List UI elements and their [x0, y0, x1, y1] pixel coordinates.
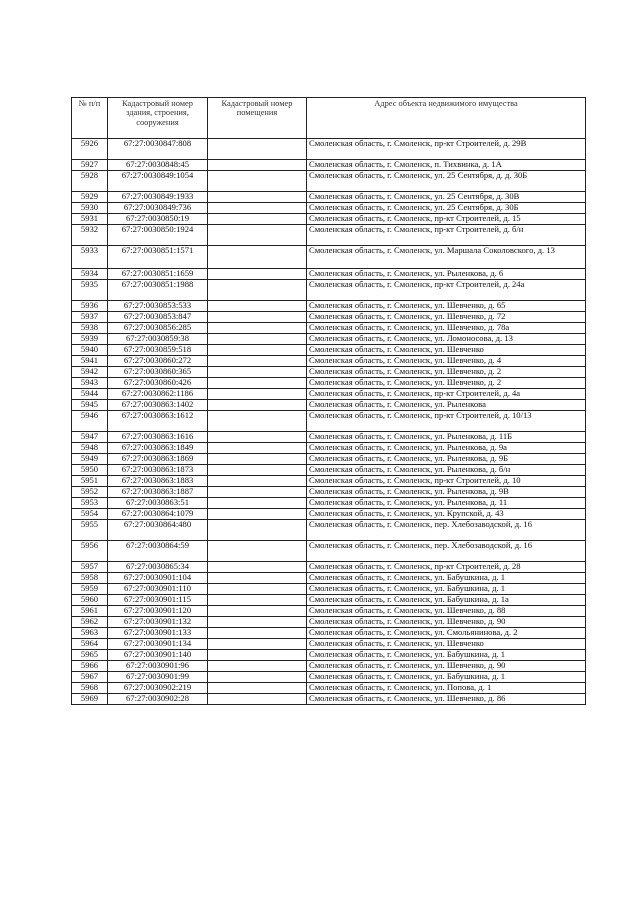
table-row: [72, 487, 586, 498]
row-number: 5933: [72, 246, 108, 269]
property-address: Смоленская область, г. Смоленск, ул. Шевченко, д. 78а: [307, 323, 586, 334]
property-address: Смоленская область, г. Смоленск, ул. 25 Сентября, д. д. 30Б: [307, 171, 586, 192]
property-address: Смоленская область, г. Смоленск, пр-кт Строителей, д. 29В: [307, 139, 586, 160]
room-cadastral-number: [208, 520, 307, 541]
table-row: [72, 573, 586, 584]
row-number: 5934: [72, 269, 108, 280]
building-cadastral-number: 67:27:0030901:110: [108, 584, 208, 595]
room-cadastral-number: [208, 334, 307, 345]
room-cadastral-number: [208, 356, 307, 367]
room-cadastral-number: [208, 323, 307, 334]
row-number: 5944: [72, 389, 108, 400]
property-address: Смоленская область, г. Смоленск, ул. 25 Сентября, д. 30Б: [307, 203, 586, 214]
table-row: [72, 203, 586, 214]
row-number: 5952: [72, 487, 108, 498]
row-number: 5938: [72, 323, 108, 334]
row-number: 5939: [72, 334, 108, 345]
table-row: [72, 628, 586, 639]
row-number: 5950: [72, 465, 108, 476]
row-number: 5968: [72, 683, 108, 694]
building-cadastral-number: 67:27:0030902:219: [108, 683, 208, 694]
building-cadastral-number: 67:27:0030859:38: [108, 334, 208, 345]
building-cadastral-number: 67:27:0030901:99: [108, 672, 208, 683]
property-address: Смоленская область, г. Смоленск, пр-кт Строителей, д. 24а: [307, 280, 586, 301]
table-row: [72, 160, 586, 171]
property-address: Смоленская область, г. Смоленск, пр-кт Строителей, д. 15: [307, 214, 586, 225]
property-address: Смоленская область, г. Смоленск, ул. Бабушкина, д. 1: [307, 672, 586, 683]
table-row: [72, 269, 586, 280]
property-address: Смоленская область, г. Смоленск, ул. Шевченко, д. 90: [307, 617, 586, 628]
row-number: 5948: [72, 443, 108, 454]
row-number: 5959: [72, 584, 108, 595]
row-number: 5949: [72, 454, 108, 465]
row-number: 5937: [72, 312, 108, 323]
building-cadastral-number: 67:27:0030864:59: [108, 541, 208, 562]
room-cadastral-number: [208, 465, 307, 476]
col-header-building-cadastral: Кадастровый номер здания, строения, сооружения: [108, 98, 208, 139]
building-cadastral-number: 67:27:0030863:1883: [108, 476, 208, 487]
row-number: 5930: [72, 203, 108, 214]
table-row: [72, 541, 586, 562]
building-cadastral-number: 67:27:0030860:365: [108, 367, 208, 378]
table-row: [72, 367, 586, 378]
table-row: [72, 595, 586, 606]
room-cadastral-number: [208, 617, 307, 628]
building-cadastral-number: 67:27:0030864:1079: [108, 509, 208, 520]
building-cadastral-number: 67:27:0030850:19: [108, 214, 208, 225]
table-row: [72, 432, 586, 443]
row-number: 5957: [72, 562, 108, 573]
building-cadastral-number: 67:27:0030863:51: [108, 498, 208, 509]
property-address: Смоленская область, г. Смоленск, ул. Бабушкина, д. 1: [307, 584, 586, 595]
room-cadastral-number: [208, 628, 307, 639]
property-address: Смоленская область, г. Смоленск, ул. Рыленкова, д. 6: [307, 269, 586, 280]
table-row: [72, 411, 586, 432]
building-cadastral-number: 67:27:0030853:847: [108, 312, 208, 323]
room-cadastral-number: [208, 476, 307, 487]
row-number: 5958: [72, 573, 108, 584]
building-cadastral-number: 67:27:0030901:115: [108, 595, 208, 606]
room-cadastral-number: [208, 367, 307, 378]
table-row: [72, 400, 586, 411]
row-number: 5927: [72, 160, 108, 171]
table-row: [72, 650, 586, 661]
room-cadastral-number: [208, 661, 307, 672]
room-cadastral-number: [208, 171, 307, 192]
property-address: Смоленская область, г. Смоленск, пр-кт Строителей, д. 4а: [307, 389, 586, 400]
room-cadastral-number: [208, 509, 307, 520]
table-row: [72, 389, 586, 400]
table-row: [72, 225, 586, 246]
table-row: [72, 694, 586, 705]
room-cadastral-number: [208, 694, 307, 705]
row-number: 5956: [72, 541, 108, 562]
property-address: Смоленская область, г. Смоленск, ул. Шевченко, д. 90: [307, 661, 586, 672]
property-address: Смоленская область, г. Смоленск, ул. Смольянинова, д. 2: [307, 628, 586, 639]
table-row: [72, 356, 586, 367]
property-address: Смоленская область, г. Смоленск, ул. Попова, д. 1: [307, 683, 586, 694]
col-header-num: № п/п: [72, 98, 108, 139]
row-number: 5962: [72, 617, 108, 628]
row-number: 5943: [72, 378, 108, 389]
row-number: 5969: [72, 694, 108, 705]
table-row: [72, 683, 586, 694]
property-address: Смоленская область, г. Смоленск, пер. Хлебозаводской, д. 16: [307, 541, 586, 562]
building-cadastral-number: 67:27:0030863:1869: [108, 454, 208, 465]
room-cadastral-number: [208, 203, 307, 214]
row-number: 5940: [72, 345, 108, 356]
room-cadastral-number: [208, 160, 307, 171]
building-cadastral-number: 67:27:0030851:1659: [108, 269, 208, 280]
room-cadastral-number: [208, 595, 307, 606]
building-cadastral-number: 67:27:0030860:426: [108, 378, 208, 389]
property-address: Смоленская область, г. Смоленск, ул. Рыленкова: [307, 400, 586, 411]
row-number: 5945: [72, 400, 108, 411]
property-address: Смоленская область, г. Смоленск, ул. Рыленкова, д. б/н: [307, 465, 586, 476]
building-cadastral-number: 67:27:0030901:140: [108, 650, 208, 661]
table-body: [72, 139, 586, 705]
table-row: [72, 520, 586, 541]
row-number: 5964: [72, 639, 108, 650]
building-cadastral-number: 67:27:0030902:28: [108, 694, 208, 705]
room-cadastral-number: [208, 389, 307, 400]
table-row: [72, 465, 586, 476]
table-row: [72, 584, 586, 595]
room-cadastral-number: [208, 432, 307, 443]
property-address: Смоленская область, г. Смоленск, ул. 25 Сентября, д. 30В: [307, 192, 586, 203]
table-row: [72, 617, 586, 628]
row-number: 5936: [72, 301, 108, 312]
property-address: Смоленская область, г. Смоленск, п. Тихвинка, д. 1А: [307, 160, 586, 171]
table-row: [72, 280, 586, 301]
room-cadastral-number: [208, 562, 307, 573]
table-row: [72, 562, 586, 573]
building-cadastral-number: 67:27:0030859:518: [108, 345, 208, 356]
room-cadastral-number: [208, 541, 307, 562]
property-address: Смоленская область, г. Смоленск, ул. Крупской, д. 43: [307, 509, 586, 520]
table-row: [72, 606, 586, 617]
table-row: [72, 454, 586, 465]
table-row: [72, 443, 586, 454]
row-number: 5961: [72, 606, 108, 617]
table-header-row: [72, 98, 586, 139]
building-cadastral-number: 67:27:0030864:480: [108, 520, 208, 541]
row-number: 5946: [72, 411, 108, 432]
room-cadastral-number: [208, 312, 307, 323]
table-row: [72, 509, 586, 520]
property-address: Смоленская область, г. Смоленск, пр-кт Строителей, д. 28: [307, 562, 586, 573]
room-cadastral-number: [208, 280, 307, 301]
room-cadastral-number: [208, 378, 307, 389]
building-cadastral-number: 67:27:0030901:134: [108, 639, 208, 650]
property-address: Смоленская область, г. Смоленск, ул. Рыленкова, д. 11: [307, 498, 586, 509]
building-cadastral-number: 67:27:0030849:736: [108, 203, 208, 214]
row-number: 5941: [72, 356, 108, 367]
row-number: 5965: [72, 650, 108, 661]
table-row: [72, 192, 586, 203]
table-row: [72, 498, 586, 509]
row-number: 5954: [72, 509, 108, 520]
row-number: 5967: [72, 672, 108, 683]
property-address: Смоленская область, г. Смоленск, ул. Шевченко, д. 2: [307, 367, 586, 378]
room-cadastral-number: [208, 584, 307, 595]
building-cadastral-number: 67:27:0030901:132: [108, 617, 208, 628]
room-cadastral-number: [208, 345, 307, 356]
property-address: Смоленская область, г. Смоленск, пер. Хлебозаводской, д. 16: [307, 520, 586, 541]
row-number: 5966: [72, 661, 108, 672]
building-cadastral-number: 67:27:0030851:1988: [108, 280, 208, 301]
row-number: 5929: [72, 192, 108, 203]
room-cadastral-number: [208, 400, 307, 411]
room-cadastral-number: [208, 214, 307, 225]
row-number: 5960: [72, 595, 108, 606]
building-cadastral-number: 67:27:0030863:1887: [108, 487, 208, 498]
room-cadastral-number: [208, 487, 307, 498]
property-address: Смоленская область, г. Смоленск, ул. Шевченко, д. 88: [307, 606, 586, 617]
building-cadastral-number: 67:27:0030847:808: [108, 139, 208, 160]
building-cadastral-number: 67:27:0030863:1612: [108, 411, 208, 432]
property-address: Смоленская область, г. Смоленск, ул. Бабушкина, д. 1а: [307, 595, 586, 606]
building-cadastral-number: 67:27:0030901:133: [108, 628, 208, 639]
room-cadastral-number: [208, 573, 307, 584]
building-cadastral-number: 67:27:0030865:34: [108, 562, 208, 573]
table-row: [72, 301, 586, 312]
property-address: Смоленская область, г. Смоленск, ул. Шевченко, д. 65: [307, 301, 586, 312]
room-cadastral-number: [208, 498, 307, 509]
property-address: Смоленская область, г. Смоленск, ул. Шевченко, д. 4: [307, 356, 586, 367]
table-row: [72, 171, 586, 192]
room-cadastral-number: [208, 443, 307, 454]
property-address: Смоленская область, г. Смоленск, ул. Ломоносова, д. 13: [307, 334, 586, 345]
table-row: [72, 476, 586, 487]
room-cadastral-number: [208, 192, 307, 203]
property-address: Смоленская область, г. Смоленск, ул. Шевченко, д. 2: [307, 378, 586, 389]
table-row: [72, 672, 586, 683]
table-row: [72, 661, 586, 672]
room-cadastral-number: [208, 139, 307, 160]
building-cadastral-number: 67:27:0030849:1054: [108, 171, 208, 192]
table-row: [72, 214, 586, 225]
row-number: 5963: [72, 628, 108, 639]
property-table: [71, 97, 586, 705]
room-cadastral-number: [208, 650, 307, 661]
property-address: Смоленская область, г. Смоленск, пр-кт Строителей, д. 10: [307, 476, 586, 487]
room-cadastral-number: [208, 683, 307, 694]
building-cadastral-number: 67:27:0030901:120: [108, 606, 208, 617]
row-number: 5951: [72, 476, 108, 487]
room-cadastral-number: [208, 606, 307, 617]
building-cadastral-number: 67:27:0030851:1571: [108, 246, 208, 269]
property-address: Смоленская область, г. Смоленск, ул. Маршала Соколовского, д. 13: [307, 246, 586, 269]
property-address: Смоленская область, г. Смоленск, ул. Рыленкова, д. 9Б: [307, 454, 586, 465]
room-cadastral-number: [208, 246, 307, 269]
property-address: Смоленская область, г. Смоленск, ул. Шевченко: [307, 345, 586, 356]
building-cadastral-number: 67:27:0030901:96: [108, 661, 208, 672]
col-header-address: Адрес объекта недвижимого имущества: [307, 98, 586, 139]
property-address: Смоленская область, г. Смоленск, ул. Рыленкова, д. 11Б: [307, 432, 586, 443]
property-address: Смоленская область, г. Смоленск, пр-кт Строителей, д. 10/13: [307, 411, 586, 432]
building-cadastral-number: 67:27:0030849:1933: [108, 192, 208, 203]
building-cadastral-number: 67:27:0030901:104: [108, 573, 208, 584]
building-cadastral-number: 67:27:0030863:1873: [108, 465, 208, 476]
property-address: Смоленская область, г. Смоленск, ул. Рыленкова, д. 9а: [307, 443, 586, 454]
room-cadastral-number: [208, 225, 307, 246]
row-number: 5953: [72, 498, 108, 509]
building-cadastral-number: 67:27:0030863:1849: [108, 443, 208, 454]
table-row: [72, 246, 586, 269]
property-address: Смоленская область, г. Смоленск, ул. Шевченко, д. 86: [307, 694, 586, 705]
property-address: Смоленская область, г. Смоленск, ул. Рыленкова, д. 9В: [307, 487, 586, 498]
row-number: 5955: [72, 520, 108, 541]
table-row: [72, 312, 586, 323]
building-cadastral-number: 67:27:0030848:45: [108, 160, 208, 171]
building-cadastral-number: 67:27:0030853:533: [108, 301, 208, 312]
building-cadastral-number: 67:27:0030850:1924: [108, 225, 208, 246]
building-cadastral-number: 67:27:0030863:1616: [108, 432, 208, 443]
property-address: Смоленская область, г. Смоленск, ул. Шевченко, д. 72: [307, 312, 586, 323]
row-number: 5931: [72, 214, 108, 225]
table-row: [72, 345, 586, 356]
room-cadastral-number: [208, 411, 307, 432]
row-number: 5935: [72, 280, 108, 301]
row-number: 5928: [72, 171, 108, 192]
property-address: Смоленская область, г. Смоленск, ул. Бабушкина, д. 1: [307, 650, 586, 661]
building-cadastral-number: 67:27:0030863:1402: [108, 400, 208, 411]
table-row: [72, 334, 586, 345]
room-cadastral-number: [208, 454, 307, 465]
room-cadastral-number: [208, 301, 307, 312]
building-cadastral-number: 67:27:0030862:1186: [108, 389, 208, 400]
table-row: [72, 323, 586, 334]
table-row: [72, 378, 586, 389]
property-address: Смоленская область, г. Смоленск, ул. Бабушкина, д. 1: [307, 573, 586, 584]
room-cadastral-number: [208, 639, 307, 650]
property-address: Смоленская область, г. Смоленск, пр-кт Строителей, д. б/н: [307, 225, 586, 246]
room-cadastral-number: [208, 269, 307, 280]
col-header-room-cadastral: Кадастровый номер помещения: [208, 98, 307, 139]
room-cadastral-number: [208, 672, 307, 683]
building-cadastral-number: 67:27:0030860:272: [108, 356, 208, 367]
table-row: [72, 139, 586, 160]
row-number: 5947: [72, 432, 108, 443]
row-number: 5942: [72, 367, 108, 378]
row-number: 5932: [72, 225, 108, 246]
row-number: 5926: [72, 139, 108, 160]
building-cadastral-number: 67:27:0030856:285: [108, 323, 208, 334]
property-address: Смоленская область, г. Смоленск, ул. Шевченко: [307, 639, 586, 650]
table-row: [72, 639, 586, 650]
